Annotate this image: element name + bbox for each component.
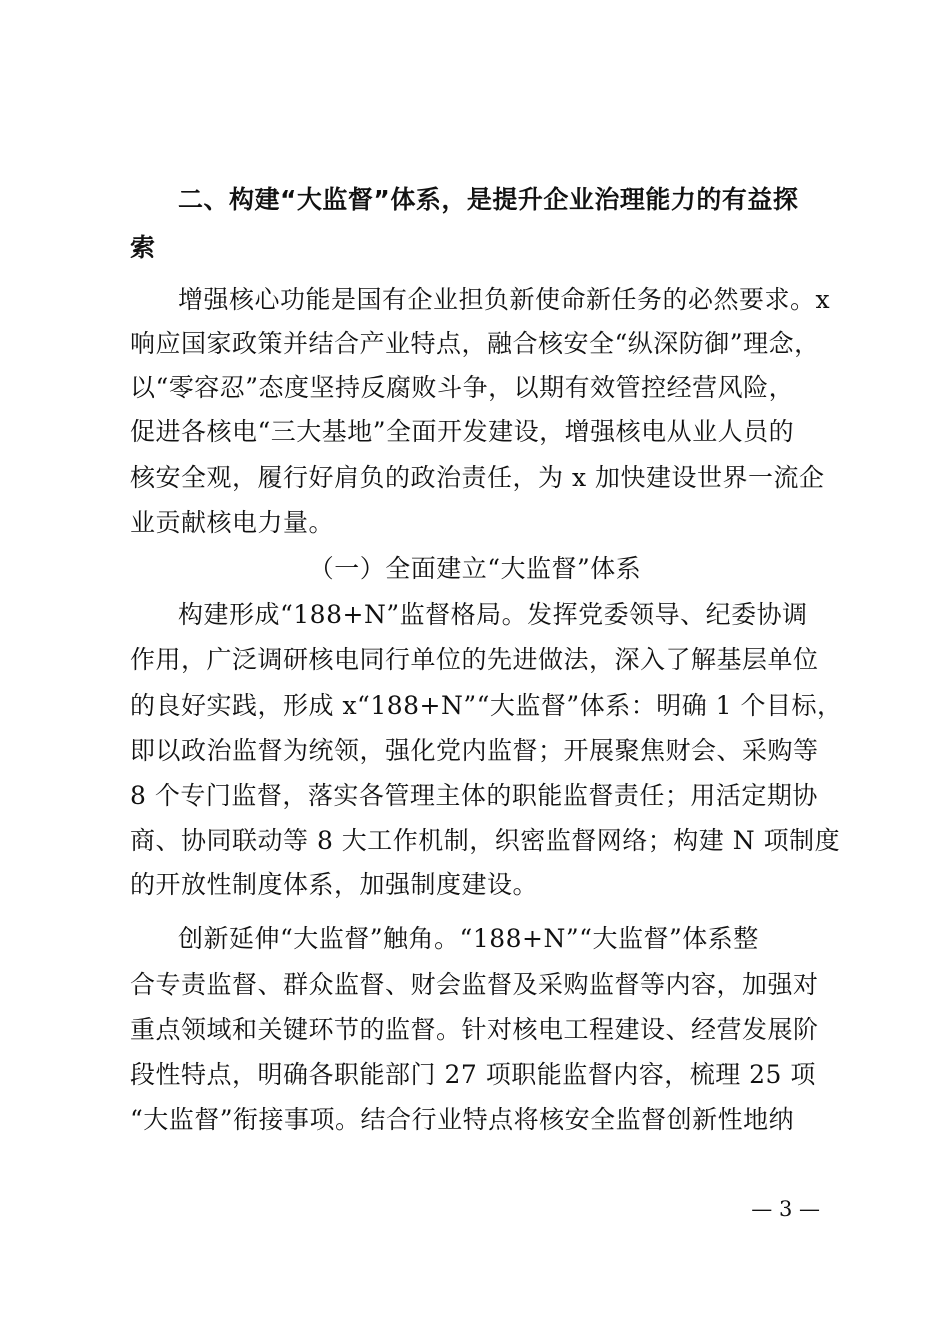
paragraph-1-line-1: 增强核心功能是国有企业担负新使命新任务的必然要求。x	[178, 285, 831, 314]
paragraph-1-line-2: 响应国家政策并结合产业特点，融合核安全“纵深防御”理念，	[130, 329, 820, 358]
paragraph-2-line-3: 的良好实践，形成 x“188+N”“大监督”体系：明确 1 个目标，	[130, 691, 843, 720]
paragraph-1-line-3: 以“零容忍”态度坚持反腐败斗争，以期有效管控经营风险，	[130, 373, 795, 402]
paragraph-3-line-4: 段性特点，明确各职能部门 27 项职能监督内容，梳理 25 项	[130, 1060, 816, 1089]
paragraph-3-line-5: “大监督”衔接事项。结合行业特点将核安全监督创新性地纳	[130, 1105, 795, 1134]
paragraph-2-line-6: 商、协同联动等 8 大工作机制，织密监督网络；构建 N 项制度	[130, 826, 841, 855]
paragraph-2-line-4: 即以政治监督为统领，强化党内监督；开展聚焦财会、采购等	[130, 736, 819, 765]
paragraph-3-line-1: 创新延伸“大监督”触角。“188+N”“大监督”体系整	[178, 924, 759, 953]
paragraph-1-line-4: 促进各核电“三大基地”全面开发建设，增强核电从业人员的	[130, 417, 795, 446]
paragraph-2-line-1: 构建形成“188+N”监督格局。发挥党委领导、纪委协调	[178, 600, 808, 629]
subheading: （一）全面建立“大监督”体系	[308, 554, 642, 583]
section-heading-line-2: 索	[130, 233, 156, 262]
paragraph-3-line-3: 重点领域和关键环节的监督。针对核电工程建设、经营发展阶	[130, 1015, 819, 1044]
paragraph-2-line-7: 的开放性制度体系，加强制度建设。	[130, 870, 539, 899]
section-heading-line-1: 二、构建“大监督”体系，是提升企业治理能力的有益探	[178, 185, 799, 214]
paragraph-2-line-2: 作用，广泛调研核电同行单位的先进做法，深入了解基层单位	[130, 645, 819, 674]
page-number: — 3 —	[751, 1197, 820, 1221]
paragraph-1-line-6: 业贡献核电力量。	[130, 508, 335, 537]
paragraph-1-line-5: 核安全观，履行好肩负的政治责任，为 x 加快建设世界一流企	[130, 463, 825, 492]
paragraph-2-line-5: 8 个专门监督，落实各管理主体的职能监督责任；用活定期协	[130, 781, 818, 810]
paragraph-3-line-2: 合专责监督、群众监督、财会监督及采购监督等内容，加强对	[130, 970, 819, 999]
